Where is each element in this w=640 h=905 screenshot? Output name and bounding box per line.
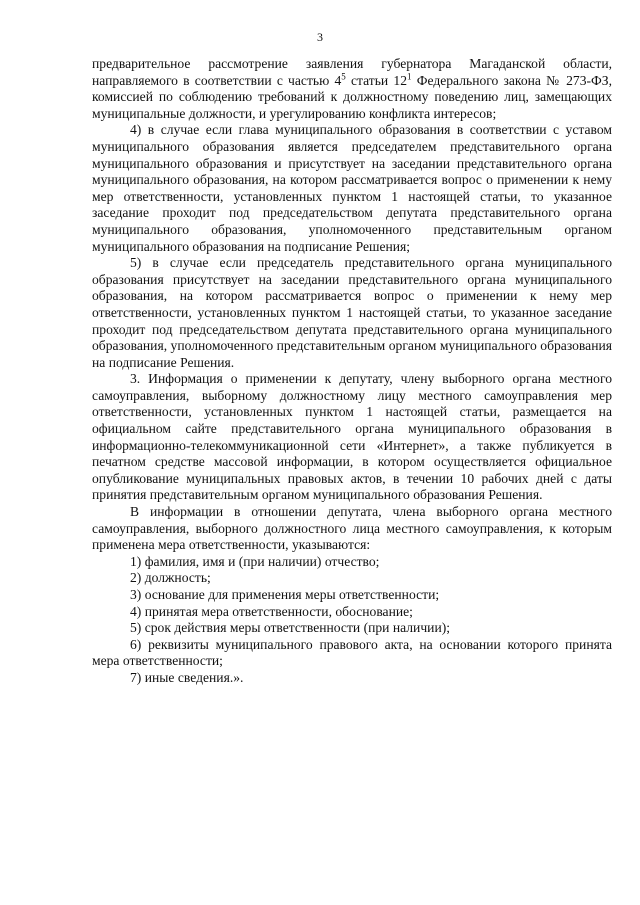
- list-item-2: 2) должность;: [130, 570, 211, 586]
- page-number: 3: [317, 30, 323, 44]
- document-body: [92, 56, 612, 687]
- list-item-5: 5) срок действия меры ответственности (при наличии);: [130, 620, 451, 636]
- list-item-7: 7) иные сведения.».: [130, 669, 244, 685]
- paragraph-text: Федерального закона № 273-ФЗ, комиссией по соблюдению требований к должностному поведению лиц, замещающих муниципальные должности, и урегулированию конфликта интересов;: [92, 72, 612, 121]
- paragraph-item-4: 4) в случае если глава муниципального образования в соответствии с уставом муниципального образования является председателем представительного органа муниципального образования и присутствует на заседании представительного органа муниципального образования, на котором рассматривается вопрос о применении к нему мер ответственности, установленных пунктом 1 настоящей статьи, то указанное заседание проходит под председательством депутата представительного органа муниципального образования, уполномоченного представительным органом муниципального образования на подписание Решения;: [92, 122, 612, 254]
- paragraph-continuation: [92, 56, 612, 122]
- paragraph-info-intro: В информации в отношении депутата, члена выборного органа местного самоуправления, выборного должностного лица местного самоуправления, к которым применена мера ответственности, указываются:: [92, 504, 612, 553]
- list-item-1: 1) фамилия, имя и (при наличии) отчество;: [130, 553, 380, 569]
- paragraph-text: статьи 12: [345, 72, 408, 88]
- superscript: 5: [341, 71, 346, 82]
- paragraph-item-5: 5) в случае если председатель представительного органа муниципального образования присутствует на заседании представительного органа муниципального образования, на котором рассматривается вопрос о применении к нему мер ответственности, установленных пунктом 1 настоящей статьи, то указанное заседание проходит под председательством депутата представительного органа муниципального образования, уполномоченного представительным органом муниципального образования на подписание Решения.: [92, 255, 612, 370]
- paragraph-text: предварительное рассмотрение заявления губернатора Магаданской области, направляемого в соответствии с частью 4: [92, 56, 612, 88]
- superscript: 1: [407, 71, 412, 82]
- list-item-6: 6) реквизиты муниципального правового акта, на основании которого принята мера ответственности;: [92, 636, 612, 669]
- list-item-4: 4) принятая мера ответственности, обоснование;: [130, 603, 413, 619]
- list-item-3: 3) основание для применения меры ответственности;: [130, 587, 440, 602]
- paragraph-section-3: 3. Информация о применении к депутату, члену выборного органа местного самоуправления, выборному должностному лицу местного самоуправления мер ответственности, установленных пунктом 1 настоящей статьи, размещается на официальном сайте представительного органа муниципального образования в информационно-телекоммуникационной сети «Интернет», а также публикуется в печатном средстве массовой информации, в котором осуществляется официальное опубликование муниципальных правовых актов, в течении 10 рабочих дней с даты принятия представительным органом муниципального образования Решения.: [92, 371, 612, 503]
